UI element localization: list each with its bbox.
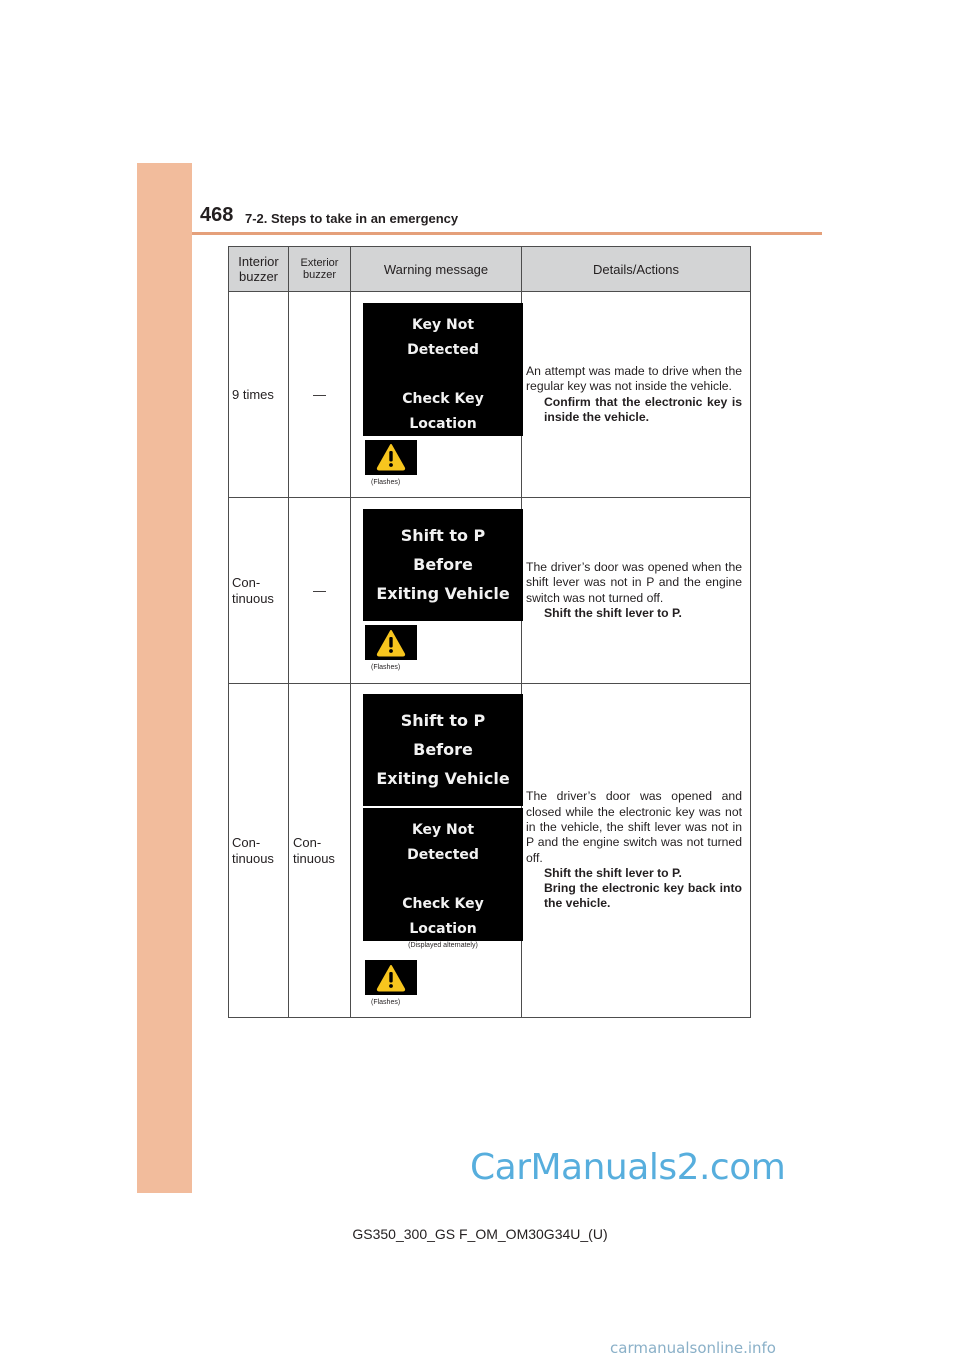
interior-buzzer-cell: 9 times xyxy=(229,292,289,498)
details-text: The driver’s door was opened when the shift lever was not in P and the engine switch was not turned off. xyxy=(526,559,742,605)
warning-icon xyxy=(376,964,406,992)
column-header-message: Warning message xyxy=(351,247,522,292)
flashes-caption: (Flashes) xyxy=(371,999,401,1006)
details-cell xyxy=(522,684,751,1018)
action-item xyxy=(526,881,742,912)
action-item xyxy=(526,395,742,426)
display-line: Shift to P xyxy=(400,526,486,545)
display-line: Exiting Vehicle xyxy=(376,769,510,788)
table-row xyxy=(229,292,751,498)
column-header-details: Details/Actions xyxy=(522,247,751,292)
page-number: 468 xyxy=(200,204,234,226)
warning-message-cell xyxy=(351,292,522,498)
warning-message-cell xyxy=(351,498,522,684)
interior-buzzer-cell: Con- tinuous xyxy=(229,498,289,684)
exterior-buzzer-cell: — xyxy=(289,292,351,498)
arrow-icon xyxy=(526,395,544,410)
side-band xyxy=(137,163,192,1193)
action-item xyxy=(526,866,742,881)
warning-message-cell xyxy=(351,684,522,1018)
details-cell xyxy=(522,292,751,498)
display-line: Shift to P xyxy=(400,711,486,730)
warning-table xyxy=(228,246,751,1018)
details-text: An attempt was made to drive when the regular key was not inside the vehicle. xyxy=(526,363,742,394)
arrow-icon xyxy=(526,881,544,896)
flashes-caption: (Flashes) xyxy=(371,478,401,486)
display-line: Detected xyxy=(407,847,479,863)
action-text: Shift the shift lever to P. xyxy=(544,605,682,620)
column-header-interior: Interior buzzer xyxy=(229,247,289,292)
display-line: Key Not xyxy=(411,316,475,333)
header-rule xyxy=(192,232,822,235)
master-warning-light xyxy=(365,440,417,475)
column-header-exterior: Exterior buzzer xyxy=(289,247,351,292)
arrow-icon xyxy=(526,866,544,881)
exterior-buzzer-cell: — xyxy=(289,498,351,684)
details-cell xyxy=(522,498,751,684)
watermark-small: carmanualsonline.info xyxy=(610,1339,776,1357)
action-text: Confirm that the electronic key is inside the vehicle. xyxy=(544,394,742,424)
display-line: Check Key xyxy=(402,896,484,912)
section-title: 7-2. Steps to take in an emergency xyxy=(245,211,459,226)
shift-to-p-display xyxy=(363,509,523,621)
action-text: Shift the shift lever to P. xyxy=(544,865,682,880)
warning-icon xyxy=(376,443,406,471)
action-item xyxy=(526,606,742,621)
display-line: Detected xyxy=(407,341,479,358)
display-line: Check Key xyxy=(402,390,484,407)
watermark: CarManuals2.com xyxy=(470,1147,786,1188)
footer-code: GS350_300_GS F_OM_OM30G34U_(U) xyxy=(352,1226,608,1242)
display-line: Before xyxy=(413,740,473,759)
display-line: Exiting Vehicle xyxy=(376,584,510,603)
display-line: Key Not xyxy=(411,822,475,838)
key-not-detected-display xyxy=(363,303,523,436)
master-warning-light xyxy=(365,960,417,995)
table-row xyxy=(229,684,751,1018)
shift-to-p-display xyxy=(363,694,523,806)
display-line: Location xyxy=(409,415,477,432)
display-line: Location xyxy=(409,921,477,937)
action-text: Bring the electronic key back into the vehicle. xyxy=(544,881,742,911)
warning-icon xyxy=(376,629,406,657)
interior-buzzer-cell: Con- tinuous xyxy=(229,684,289,1018)
arrow-icon xyxy=(526,606,544,621)
master-warning-light xyxy=(365,625,417,660)
displayed-alternately-caption: (Displayed alternately) xyxy=(408,942,478,949)
display-line: Before xyxy=(413,555,473,574)
key-not-detected-display xyxy=(363,808,523,941)
details-text: The driver’s door was opened and closed while the electronic key was not in the vehicle, the shift lever was not in P and the engine switch was not turned off. xyxy=(526,789,742,865)
exterior-buzzer-cell: Con- tinuous xyxy=(289,684,351,1018)
table-header-row xyxy=(229,247,751,292)
table-row xyxy=(229,498,751,684)
flashes-caption: (Flashes) xyxy=(371,664,401,671)
